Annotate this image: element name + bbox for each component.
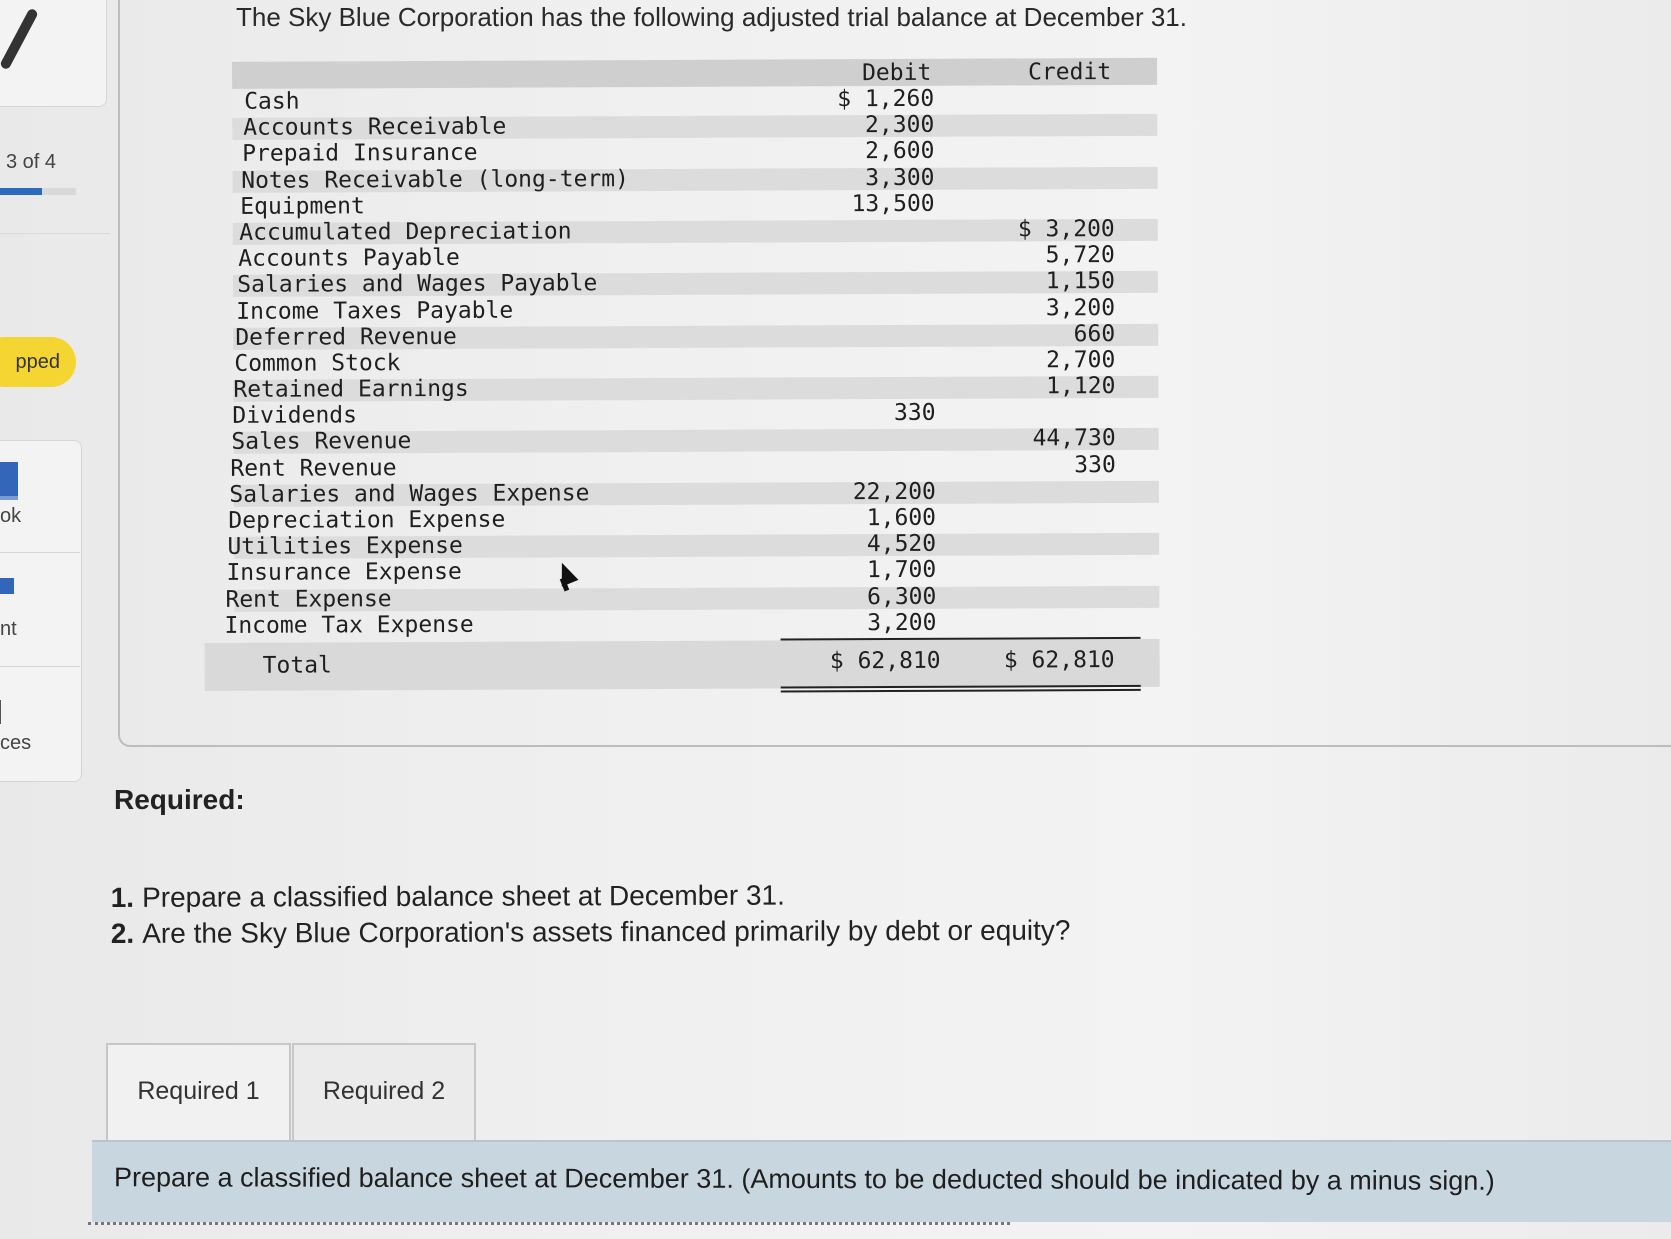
debit-amount: 1,600 — [866, 504, 937, 532]
dotted-divider — [88, 1222, 1010, 1229]
required-item-number: 2. — [110, 917, 135, 949]
flag-icon[interactable] — [0, 578, 14, 594]
table-row — [202, 609, 1162, 639]
sidebar-item-ebook-label[interactable]: ok — [0, 505, 22, 527]
debit-amount: 2,300 — [864, 111, 935, 139]
debit-amount: 3,300 — [865, 164, 935, 191]
debit-amount: 3,200 — [867, 609, 937, 636]
tab-required-2[interactable]: Required 2 — [292, 1043, 476, 1140]
debit-amount: 330 — [893, 400, 936, 427]
debit-amount: 6,300 — [867, 583, 937, 610]
account-name: Notes Receivable (long-term) — [241, 165, 629, 194]
account-name: Accounts Receivable — [243, 113, 507, 141]
required-item-text: Are the Sky Blue Corporation's assets financed primarily by debt or equity? — [142, 914, 1071, 949]
required-item-2 — [96, 915, 1070, 954]
question-progress-bar — [0, 188, 76, 195]
account-name: Rent Expense — [225, 585, 392, 613]
account-name: Deferred Revenue — [235, 323, 457, 351]
account-name: Cash — [244, 88, 300, 115]
debit-amount: 1,700 — [866, 557, 937, 584]
required-item-number: 1. — [110, 881, 135, 913]
book-icon[interactable] — [0, 462, 18, 500]
credit-amount: 2,700 — [1046, 346, 1116, 374]
credit-amount: 3,200 — [1045, 294, 1116, 321]
table-header — [232, 58, 1157, 89]
credit-amount: 660 — [1073, 320, 1116, 347]
account-name: Dividends — [232, 402, 358, 430]
question-progress-fill — [0, 188, 42, 195]
account-name: Accounts Payable — [238, 244, 460, 272]
account-name: Equipment — [240, 193, 365, 220]
credit-amount: 330 — [1074, 451, 1116, 478]
account-name: Rent Revenue — [230, 454, 397, 482]
account-name: Common Stock — [234, 350, 401, 377]
credit-amount: $ 3,200 — [1017, 215, 1115, 243]
credit-amount: 1,120 — [1046, 373, 1116, 400]
sidebar-separator — [0, 552, 80, 553]
total-debit: $ 62,810 — [829, 647, 941, 675]
table-total-row — [203, 639, 1163, 691]
account-name: Prepaid Insurance — [242, 140, 478, 168]
instruction-banner — [92, 1140, 1671, 1222]
sidebar-separator — [0, 666, 80, 667]
account-name: Depreciation Expense — [228, 506, 506, 534]
credit-column-header: Credit — [1027, 59, 1112, 86]
question-progress-label: 3 of 4 — [6, 151, 57, 173]
sidebar-item-hint-label[interactable]: nt — [0, 618, 17, 640]
credit-amount: 44,730 — [1032, 425, 1116, 452]
question-intro: The Sky Blue Corporation has the following adjusted trial balance at December 31. — [236, 2, 1187, 32]
required-item-text: Prepare a classified balance sheet at December 31. — [141, 879, 785, 913]
account-name: Salaries and Wages Payable — [237, 270, 598, 299]
tab-required-1[interactable]: Required 1 — [106, 1043, 291, 1140]
debit-column-header: Debit — [861, 59, 932, 87]
references-icon[interactable] — [0, 700, 1, 724]
required-list — [96, 879, 1071, 954]
status-badge: pped — [0, 337, 76, 387]
table-body — [200, 85, 1162, 639]
left-sidebar — [0, 0, 115, 790]
debit-amount: 22,200 — [852, 478, 936, 505]
credit-amount: 5,720 — [1045, 242, 1115, 269]
debit-amount: 13,500 — [851, 190, 935, 217]
account-name: Sales Revenue — [231, 428, 412, 456]
total-credit: $ 62,810 — [1003, 646, 1115, 674]
account-name: Retained Earnings — [233, 375, 469, 403]
account-name: Accumulated Depreciation — [239, 218, 572, 246]
account-name: Salaries and Wages Expense — [229, 480, 590, 508]
instruction-text: Prepare a classified balance sheet at December 31. (Amounts to be deducted should be indicated by a minus sign.) — [113, 1162, 1495, 1196]
sidebar-item-references-label[interactable]: ces — [0, 732, 32, 754]
sidebar-divider — [0, 233, 110, 234]
required-heading: Required: — [114, 784, 245, 815]
debit-amount: $ 1,260 — [837, 85, 935, 113]
credit-amount: 1,150 — [1045, 268, 1116, 295]
debit-amount: 2,600 — [865, 138, 935, 165]
account-name: Income Tax Expense — [224, 611, 474, 639]
account-name: Utilities Expense — [227, 533, 463, 561]
total-label: Total — [262, 652, 332, 679]
debit-amount: 4,520 — [866, 530, 937, 558]
trial-balance-table — [200, 58, 1163, 691]
account-name: Income Taxes Payable — [236, 297, 514, 325]
required-item-1 — [96, 879, 1070, 918]
account-name: Insurance Expense — [226, 559, 462, 587]
